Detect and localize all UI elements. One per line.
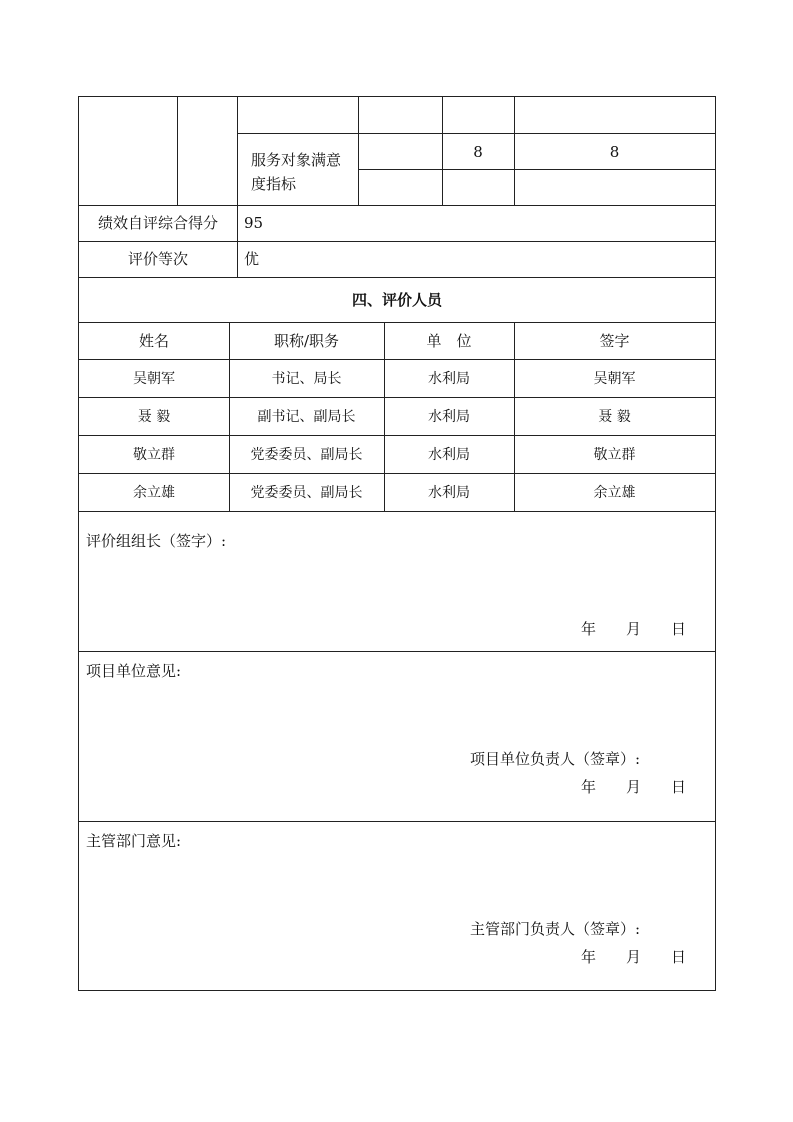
row-divider [79, 322, 715, 323]
row-divider [79, 359, 715, 360]
person-unit: 水利局 [428, 485, 470, 501]
header-unit: 单 位 [426, 332, 472, 350]
row-divider [79, 511, 715, 512]
column-divider [177, 97, 178, 205]
leader-date: 年 月 日 [581, 620, 687, 638]
person-title: 副书记、副局长 [257, 409, 356, 425]
unit-signer-label: 项目单位负责人（签章）: [470, 750, 641, 768]
person-signature: 余立雄 [593, 485, 636, 501]
section-title: 四、评价人员 [351, 291, 442, 309]
row-divider [358, 169, 715, 170]
row-divider [237, 133, 715, 134]
total-score-value: 95 [244, 214, 264, 232]
indicator-label: 服务对象满意 [251, 151, 342, 169]
person-title: 书记、局长 [271, 371, 342, 387]
header-signature: 签字 [599, 332, 630, 350]
person-signature: 敬立群 [593, 447, 636, 463]
dept-opinion-label: 主管部门意见: [86, 832, 182, 850]
row-divider [79, 397, 715, 398]
header-title: 职称/职务 [273, 332, 340, 350]
header-name: 姓名 [138, 332, 169, 350]
person-unit: 水利局 [428, 409, 470, 425]
person-signature: 聂 毅 [598, 409, 631, 425]
score-value: 8 [609, 143, 620, 161]
person-name: 吴朝军 [133, 371, 175, 387]
person-title: 党委委员、副局长 [250, 485, 363, 501]
person-title: 党委委员、副局长 [250, 447, 363, 463]
target-value: 8 [473, 143, 483, 161]
row-divider [79, 241, 715, 242]
row-divider [79, 473, 715, 474]
dept-opinion-date: 年 月 日 [581, 948, 687, 966]
row-divider [79, 651, 715, 652]
row-divider [79, 277, 715, 278]
dept-signer-label: 主管部门负责人（签章）: [470, 920, 641, 938]
unit-opinion-date: 年 月 日 [581, 778, 687, 796]
person-name: 敬立群 [133, 447, 175, 463]
person-name: 余立雄 [133, 485, 175, 501]
row-divider [79, 205, 715, 206]
total-score-label: 绩效自评综合得分 [97, 214, 218, 232]
evaluation-form-table [78, 96, 716, 991]
person-unit: 水利局 [428, 371, 470, 387]
row-divider [79, 821, 715, 822]
person-signature: 吴朝军 [593, 371, 636, 387]
grade-label: 评价等次 [127, 250, 188, 268]
column-divider [237, 97, 238, 277]
leader-signature-label: 评价组组长（签字）: [86, 532, 227, 550]
column-divider [358, 97, 359, 205]
unit-opinion-label: 项目单位意见: [86, 662, 182, 680]
row-divider [79, 435, 715, 436]
grade-value: 优 [244, 250, 260, 268]
person-name: 聂 毅 [137, 409, 171, 425]
person-unit: 水利局 [428, 447, 470, 463]
indicator-label: 度指标 [251, 175, 297, 193]
